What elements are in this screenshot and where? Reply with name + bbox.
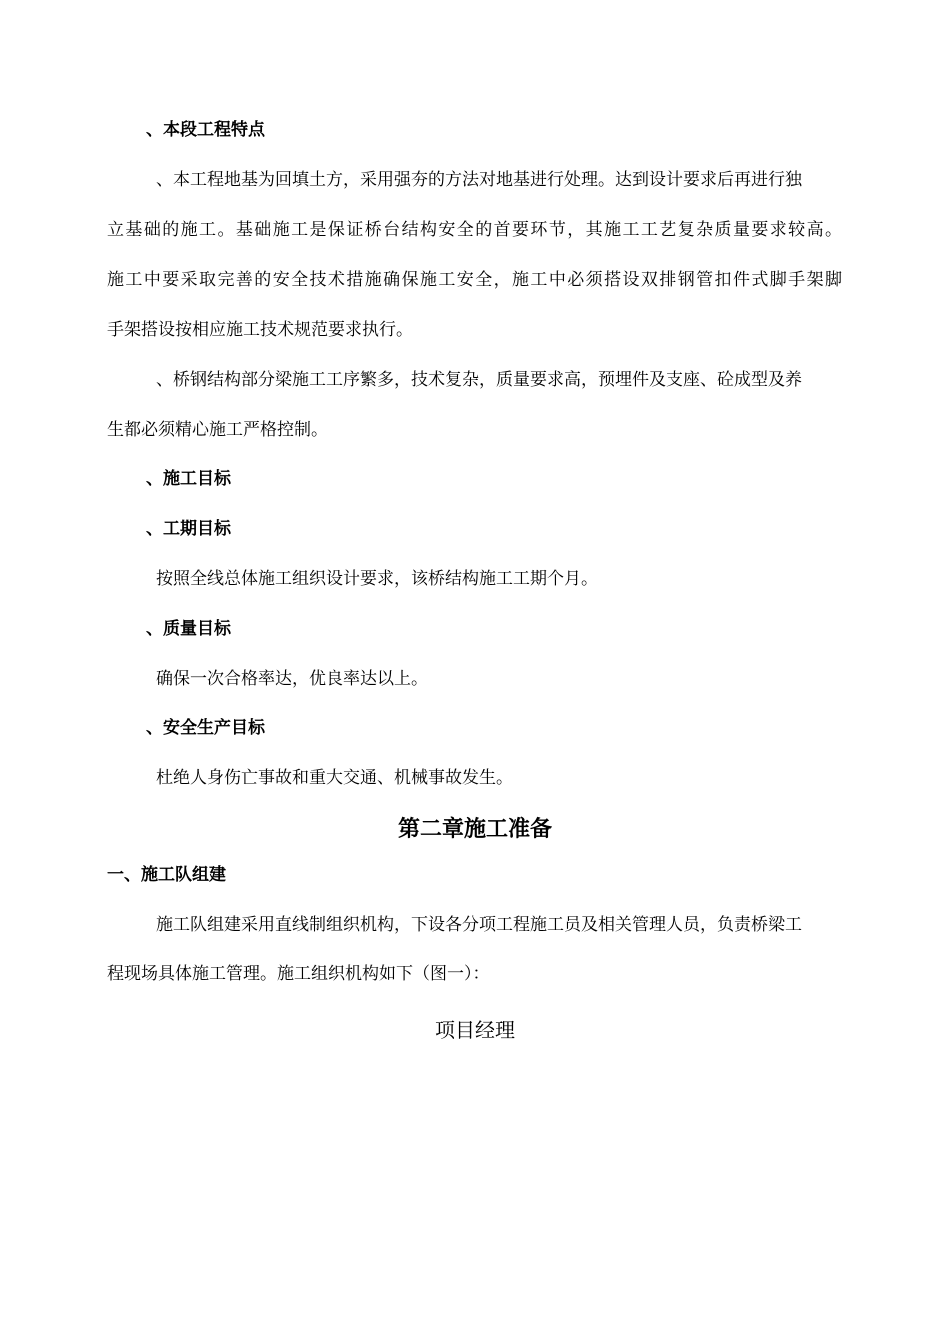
paragraph-line: 施工队组建采用直线制组织机构，下设各分项工程施工员及相关管理人员，负责桥梁工 xyxy=(156,915,802,935)
section-heading-features: 、本段工程特点 xyxy=(146,120,265,140)
chapter-title: 第二章施工准备 xyxy=(397,817,552,842)
schedule-text: 按照全线总体施工组织设计要求，该桥结构施工工期个月。 xyxy=(156,569,598,589)
subheading-team: 一、施工队组建 xyxy=(107,865,226,885)
paragraph-line: 、本工程地基为回填土方，采用强夯的方法对地基进行处理。达到设计要求后再进行独 xyxy=(156,170,802,190)
paragraph-line: 程现场具体施工管理。施工组织机构如下（图一）： xyxy=(107,964,490,984)
paragraph-line: 施工中要采取完善的安全技术措施确保施工安全，施工中必须搭设双排钢管扣件式脚手架脚 xyxy=(107,270,842,290)
org-chart-node-project-manager: 项目经理 xyxy=(435,1018,515,1042)
paragraph-line: 生都必须精心施工严格控制。 xyxy=(107,420,328,440)
section-heading-goals: 、施工目标 xyxy=(146,469,231,489)
subheading-quality: 、质量目标 xyxy=(146,619,231,639)
safety-text: 杜绝人身伤亡事故和重大交通、机械事故发生。 xyxy=(156,768,513,788)
paragraph-line: 手架搭设按相应施工技术规范要求执行。 xyxy=(107,320,413,340)
paragraph-line: 立基础的施工。基础施工是保证桥台结构安全的首要环节，其施工工艺复杂质量要求较高。 xyxy=(107,220,842,240)
subheading-schedule: 、工期目标 xyxy=(146,519,231,539)
quality-text: 确保一次合格率达，优良率达以上。 xyxy=(156,669,428,689)
subheading-safety: 、安全生产目标 xyxy=(146,718,265,738)
paragraph-line: 、桥钢结构部分梁施工工序繁多，技术复杂，质量要求高，预埋件及支座、砼成型及养 xyxy=(156,370,802,390)
